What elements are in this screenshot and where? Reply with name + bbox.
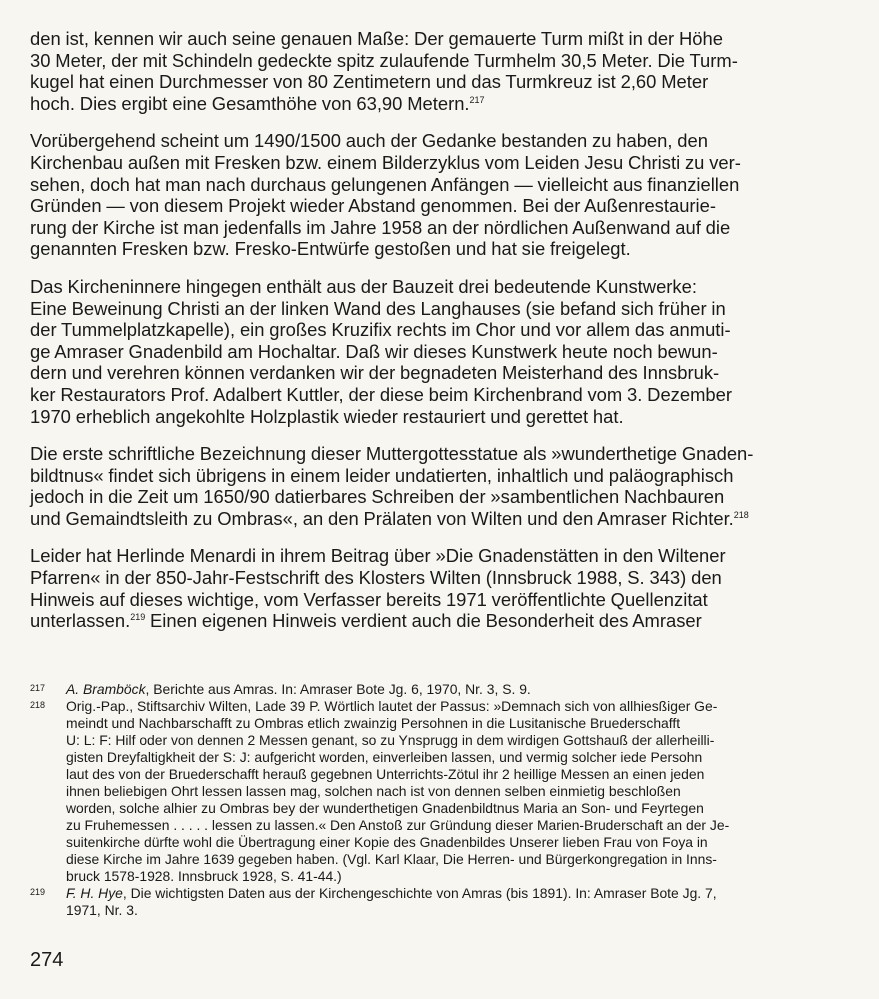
- footnote-line: Orig.-Pap., Stiftsarchiv Wilten, Lade 39 P. Wörtlich lautet der Passus: »Demnach sich von allhiesßiger Ge-: [66, 698, 718, 714]
- text-line: ker Restaurators Prof. Adalbert Kuttler, der diese beim Kirchenbrand vom 3. Dezember: [30, 383, 733, 405]
- text-line: 1970 erheblich angekohlte Holzplastik wieder restauriert und gerettet hat.: [30, 405, 624, 427]
- footnote-line: F. H. Hye, Die wichtigsten Daten aus der Kirchengeschichte von Amras (bis 1891). In: Amraser Bote Jg. 7,: [66, 885, 717, 901]
- footnote-217: [30, 681, 856, 698]
- text-line: Die erste schriftliche Bezeichnung dieser Muttergottesstatue als »wunderthetige Gnaden-: [30, 443, 754, 465]
- paragraph-3: [30, 276, 856, 427]
- endnote-ref[interactable]: 217: [469, 94, 485, 105]
- footnote-219: [30, 885, 856, 919]
- text-line: dern und verehren können verdanken wir der begnadeten Meisterhand des Innsbruk-: [30, 362, 720, 384]
- endnote-ref[interactable]: 219: [130, 612, 146, 623]
- text-line-with-ref: unterlassen.$^{219}$ Einen eigenen Hinweis verdient auch die Besonderheit des Amraser: [30, 610, 702, 632]
- footnote-line: zu Fruhemessen . . . . . lessen zu lassen.« Den Anstoß zur Gründung dieser Marien-Bruderschaft an der Je-: [66, 817, 730, 833]
- text-line: Eine Beweinung Christi an der linken Wand des Langhauses (sie befand sich früher in: [30, 297, 726, 319]
- text-line: bildtnus« findet sich übrigens in einem leider undatierten, inhaltlich und paläographisch: [30, 464, 734, 486]
- text-line: Das Kircheninnere hingegen enthält aus der Bauzeit drei bedeutende Kunstwerke:: [30, 275, 697, 297]
- page-number: 274: [30, 949, 64, 971]
- footnote-author: A. Bramböck: [66, 681, 146, 697]
- text-line: sehen, doch hat man nach durchaus gelungenen Anfängen — vielleicht aus finanziellen: [30, 173, 740, 195]
- footnote-number: 218: [30, 700, 46, 710]
- text-line: der Tummelplatzkapelle), ein großes Kruzifix rechts im Chor und vor allem das anmuti-: [30, 319, 731, 341]
- paragraph-1: [30, 28, 856, 114]
- footnote-line: worden, solche alhier zu Ombras bey der wunderthetigen Gnadenbildtnus Maria an Son- und Feyrtegen: [66, 800, 704, 816]
- paragraph-4: [30, 443, 856, 529]
- text-line: Hinweis auf dieses wichtige, vom Verfasser bereits 1971 veröffentlichte Quellenzitat: [30, 588, 708, 610]
- footnote-author: F. H. Hye: [66, 885, 123, 901]
- main-text: [30, 28, 856, 648]
- text-line: den ist, kennen wir auch seine genauen Maße: Der gemauerte Turm mißt in der Höhe: [30, 28, 723, 49]
- footnote-line: gisten Dreyfaltigkheit der S: J: aufgericht worden, einverleiben lassen, und vermig solcher iede Persohn: [66, 749, 703, 765]
- endnote-ref[interactable]: 218: [733, 509, 749, 520]
- footnote-line: U: L: F: Hilf oder von dennen 2 Messen genant, so zu Ynsprugg in dem wirdigen Gottshauß der allerheilli-: [66, 732, 715, 748]
- text-line: rung der Kirche ist man jedenfalls im Jahre 1958 an der nördlichen Außenwand auf die: [30, 216, 731, 238]
- text-line: Vorübergehend scheint um 1490/1500 auch der Gedanke bestanden zu haben, den: [30, 130, 708, 152]
- footnote-line: bruck 1578-1928. Innsbruck 1928, S. 41-44.): [66, 868, 342, 884]
- footnote-line: laut des von der Bruederschafft herauß gegebnen Unterrichts-Zötul ihr 2 heillige Messen an einen jeden: [66, 766, 705, 782]
- text-line: Kirchenbau außen mit Fresken bzw. einem Bilderzyklus vom Leiden Jesu Christi zu ver-: [30, 151, 741, 173]
- footnote-number: 217: [30, 683, 46, 693]
- footnote-line: 1971, Nr. 3.: [66, 902, 138, 918]
- text-line: kugel hat einen Durchmesser von 80 Zentimetern und das Turmkreuz ist 2,60 Meter: [30, 71, 709, 93]
- text-line: und Gemaindtsleith zu Ombras«, an den Prälaten von Wilten und den Amraser Richter.$^{218}$: [30, 507, 749, 529]
- footnote-line: A. Bramböck, Berichte aus Amras. In: Amraser Bote Jg. 6, 1970, Nr. 3, S. 9.: [66, 681, 531, 697]
- text-line: 30 Meter, der mit Schindeln gedeckte spitz zulaufende Turmhelm 30,5 Meter. Die Turm-: [30, 49, 738, 71]
- text-line: jedoch in die Zeit um 1650/90 datierbares Schreiben der »sambentlichen Nachbauren: [30, 486, 725, 508]
- paragraph-2: [30, 130, 856, 260]
- footnote-number: 219: [30, 887, 46, 897]
- text-line: Gründen — von diesem Projekt wieder Abstand genommen. Bei der Außenrestaurie-: [30, 195, 716, 217]
- footnote-218: [30, 698, 856, 885]
- footnote-line: ihnen beliebigen Ohrt lessen lassen mag, solchen nach ist von dennen selben einmietig beschloßen: [66, 783, 681, 799]
- footnote-line: suitenkirche dürfte wohl die Übertragung einer Kopie des Gnadenbildes Unserer lieben Frau von Foya in: [66, 834, 708, 850]
- footnote-line: diese Kirche im Jahre 1639 gegeben haben. (Vgl. Karl Klaar, Die Herren- und Bürgerkongregation in Inns-: [66, 851, 717, 867]
- text-line: hoch. Dies ergibt eine Gesamthöhe von 63,90 Metern.$^{217}$: [30, 92, 485, 114]
- footnotes: [30, 681, 856, 919]
- text-line: ge Amraser Gnadenbild am Hochaltar. Daß wir dieses Kunstwerk heute noch bewun-: [30, 340, 718, 362]
- text-line: [30, 610, 856, 632]
- text-line: Pfarren« in der 850-Jahr-Festschrift des Klosters Wilten (Innsbruck 1988, S. 343) den: [30, 567, 722, 589]
- text-line: Leider hat Herlinde Menardi in ihrem Beitrag über »Die Gnadenstätten in den Wiltener: [30, 545, 726, 567]
- footnote-line: meindt und Nachbarschafft zu Ombras etlich zwainzig Persohnen in die Lusitanische Bruederschafft: [66, 715, 681, 731]
- paragraph-5: [30, 545, 856, 631]
- text-line: genannten Fresken bzw. Fresko-Entwürfe gestoßen und hat sie freigelegt.: [30, 238, 631, 260]
